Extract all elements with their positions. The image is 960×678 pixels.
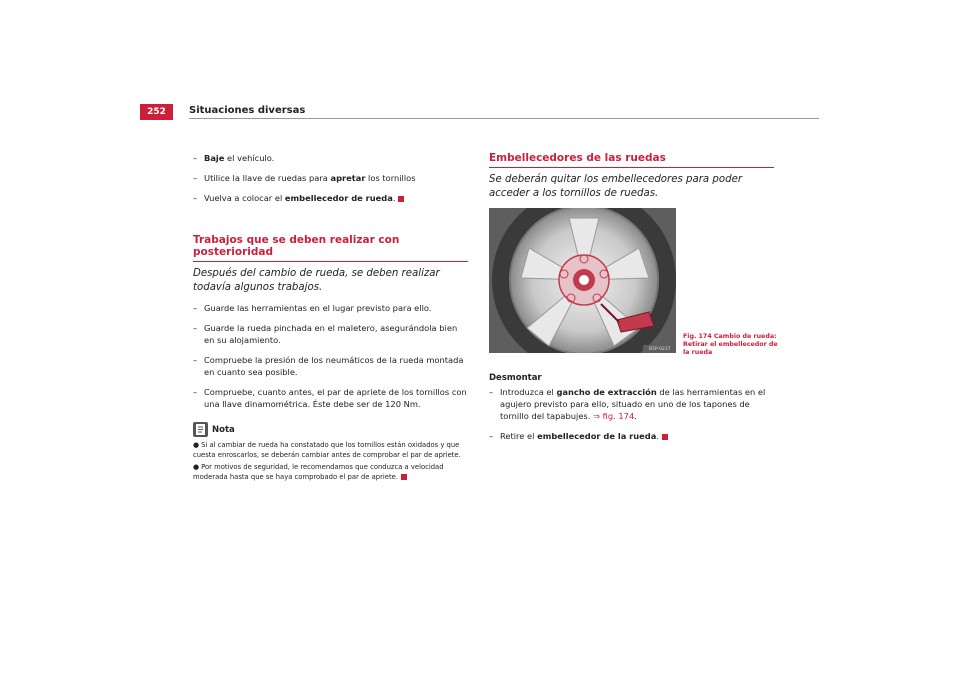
step-text: . bbox=[634, 411, 637, 421]
step-text: Introduzca el bbox=[500, 387, 557, 397]
end-of-section-icon bbox=[398, 196, 404, 202]
note-label: Nota bbox=[212, 424, 235, 435]
end-of-section-icon bbox=[662, 434, 668, 440]
list-item-text: Compruebe la presión de los neumáticos de la rueda montada en cuanto sea posible. bbox=[204, 355, 464, 377]
step-text: Utilice la llave de ruedas para bbox=[204, 173, 331, 183]
step-text: Vuelva a colocar el bbox=[204, 193, 285, 203]
note-text: Si al cambiar de rueda ha constatado que los tornillos están oxidados y que cuesta enroscarlos, se deberán cambiar antes de comprobar el par de apriete. bbox=[193, 441, 461, 459]
step-bold: embellecedor de la rueda bbox=[537, 431, 657, 441]
note-header bbox=[193, 422, 468, 437]
step-item: – Retire el embellecedor de la rueda. bbox=[489, 430, 774, 442]
header-rule bbox=[189, 118, 819, 119]
step-text: Retire el bbox=[500, 431, 538, 441]
wheel-cover-figure bbox=[489, 208, 676, 353]
list-item: – Guarde la rueda pinchada en el maletero, asegurándola bien en su alojamiento. bbox=[193, 323, 458, 345]
step-bold: embellecedor de rueda bbox=[284, 193, 393, 203]
step-text: los tornillos bbox=[365, 173, 416, 183]
list-item: – Guarde las herramientas en el lugar previsto para ello. bbox=[193, 303, 432, 313]
step-bold: apretar bbox=[330, 173, 366, 183]
list-item-text: Compruebe, cuanto antes, el par de apriete de los tornillos con una llave dinamométrica. Éste debe ser de 120 Nm. bbox=[204, 387, 467, 409]
step-text: . bbox=[392, 193, 396, 203]
step-item: – Introduzca el gancho de extracción de las herramientas en el agujero previsto para ello, situado en uno de los tapones de tornillo del tapabujes. ⇒ fig. 174. bbox=[489, 387, 766, 421]
step-bold: Baje bbox=[204, 153, 225, 163]
page-number: 252 bbox=[140, 104, 173, 120]
list-item: – Compruebe, cuanto antes, el par de apriete de los tornillos con una llave dinamométrica. Éste debe ser de 120 Nm. bbox=[193, 387, 467, 409]
step-text: el vehículo. bbox=[224, 153, 275, 163]
section-title: Trabajos que se deben realizar con posterioridad bbox=[193, 234, 468, 262]
step-text: . bbox=[656, 431, 659, 441]
step-bold: gancho de extracción bbox=[556, 387, 657, 397]
note-icon bbox=[193, 422, 208, 437]
step-text: de las herramientas en el agujero previsto para ello, situado en uno de los tapones de tornillo del tapabujes. bbox=[500, 387, 766, 421]
section-subtitle: Se deberán quitar los embellecedores para poder acceder a los tornillos de ruedas. bbox=[489, 174, 743, 199]
section-subtitle: Después del cambio de rueda, se deben realizar todavía algunos trabajos. bbox=[193, 268, 440, 293]
note-text: Por motivos de seguridad, le recomendamos que conduzca a velocidad moderada hasta que se haya comprobado el par de apriete. bbox=[193, 463, 444, 481]
figure-caption: Fig. 174 Cambio de rueda: Retirar el embellecedor de la rueda bbox=[683, 333, 778, 356]
step-item: – Baje el vehículo. bbox=[193, 153, 275, 163]
page-header-title: Situaciones diversas bbox=[189, 105, 306, 116]
wheel-illustration bbox=[489, 208, 676, 353]
step-item: – Utilice la llave de ruedas para apretar los tornillos bbox=[193, 173, 416, 183]
image-code: B5P-0237 bbox=[649, 347, 671, 352]
step-item: – Vuelva a colocar el embellecedor de rueda. bbox=[193, 192, 468, 204]
note-item: ● Por motivos de seguridad, le recomendamos que conduzca a velocidad moderada hasta que se haya comprobado el par de apriete. bbox=[193, 463, 444, 481]
note-item: ● Si al cambiar de rueda ha constatado que los tornillos están oxidados y que cuesta enroscarlos, se deberán cambiar antes de comprobar el par de apriete. bbox=[193, 441, 461, 459]
list-item: – Compruebe la presión de los neumáticos de la rueda montada en cuanto sea posible. bbox=[193, 355, 464, 377]
section-title: Embellecedores de las ruedas bbox=[489, 152, 774, 168]
left-column bbox=[193, 152, 468, 485]
list-item-text: Guarde la rueda pinchada en el maletero, asegurándola bien en su alojamiento. bbox=[204, 323, 458, 345]
subsection-heading: Desmontar bbox=[489, 373, 542, 383]
figure-reference-link[interactable]: ⇒ fig. 174 bbox=[593, 411, 635, 421]
right-column bbox=[489, 152, 774, 450]
list-item-text: Guarde las herramientas en el lugar previsto para ello. bbox=[204, 303, 432, 313]
end-of-section-icon bbox=[401, 474, 407, 480]
